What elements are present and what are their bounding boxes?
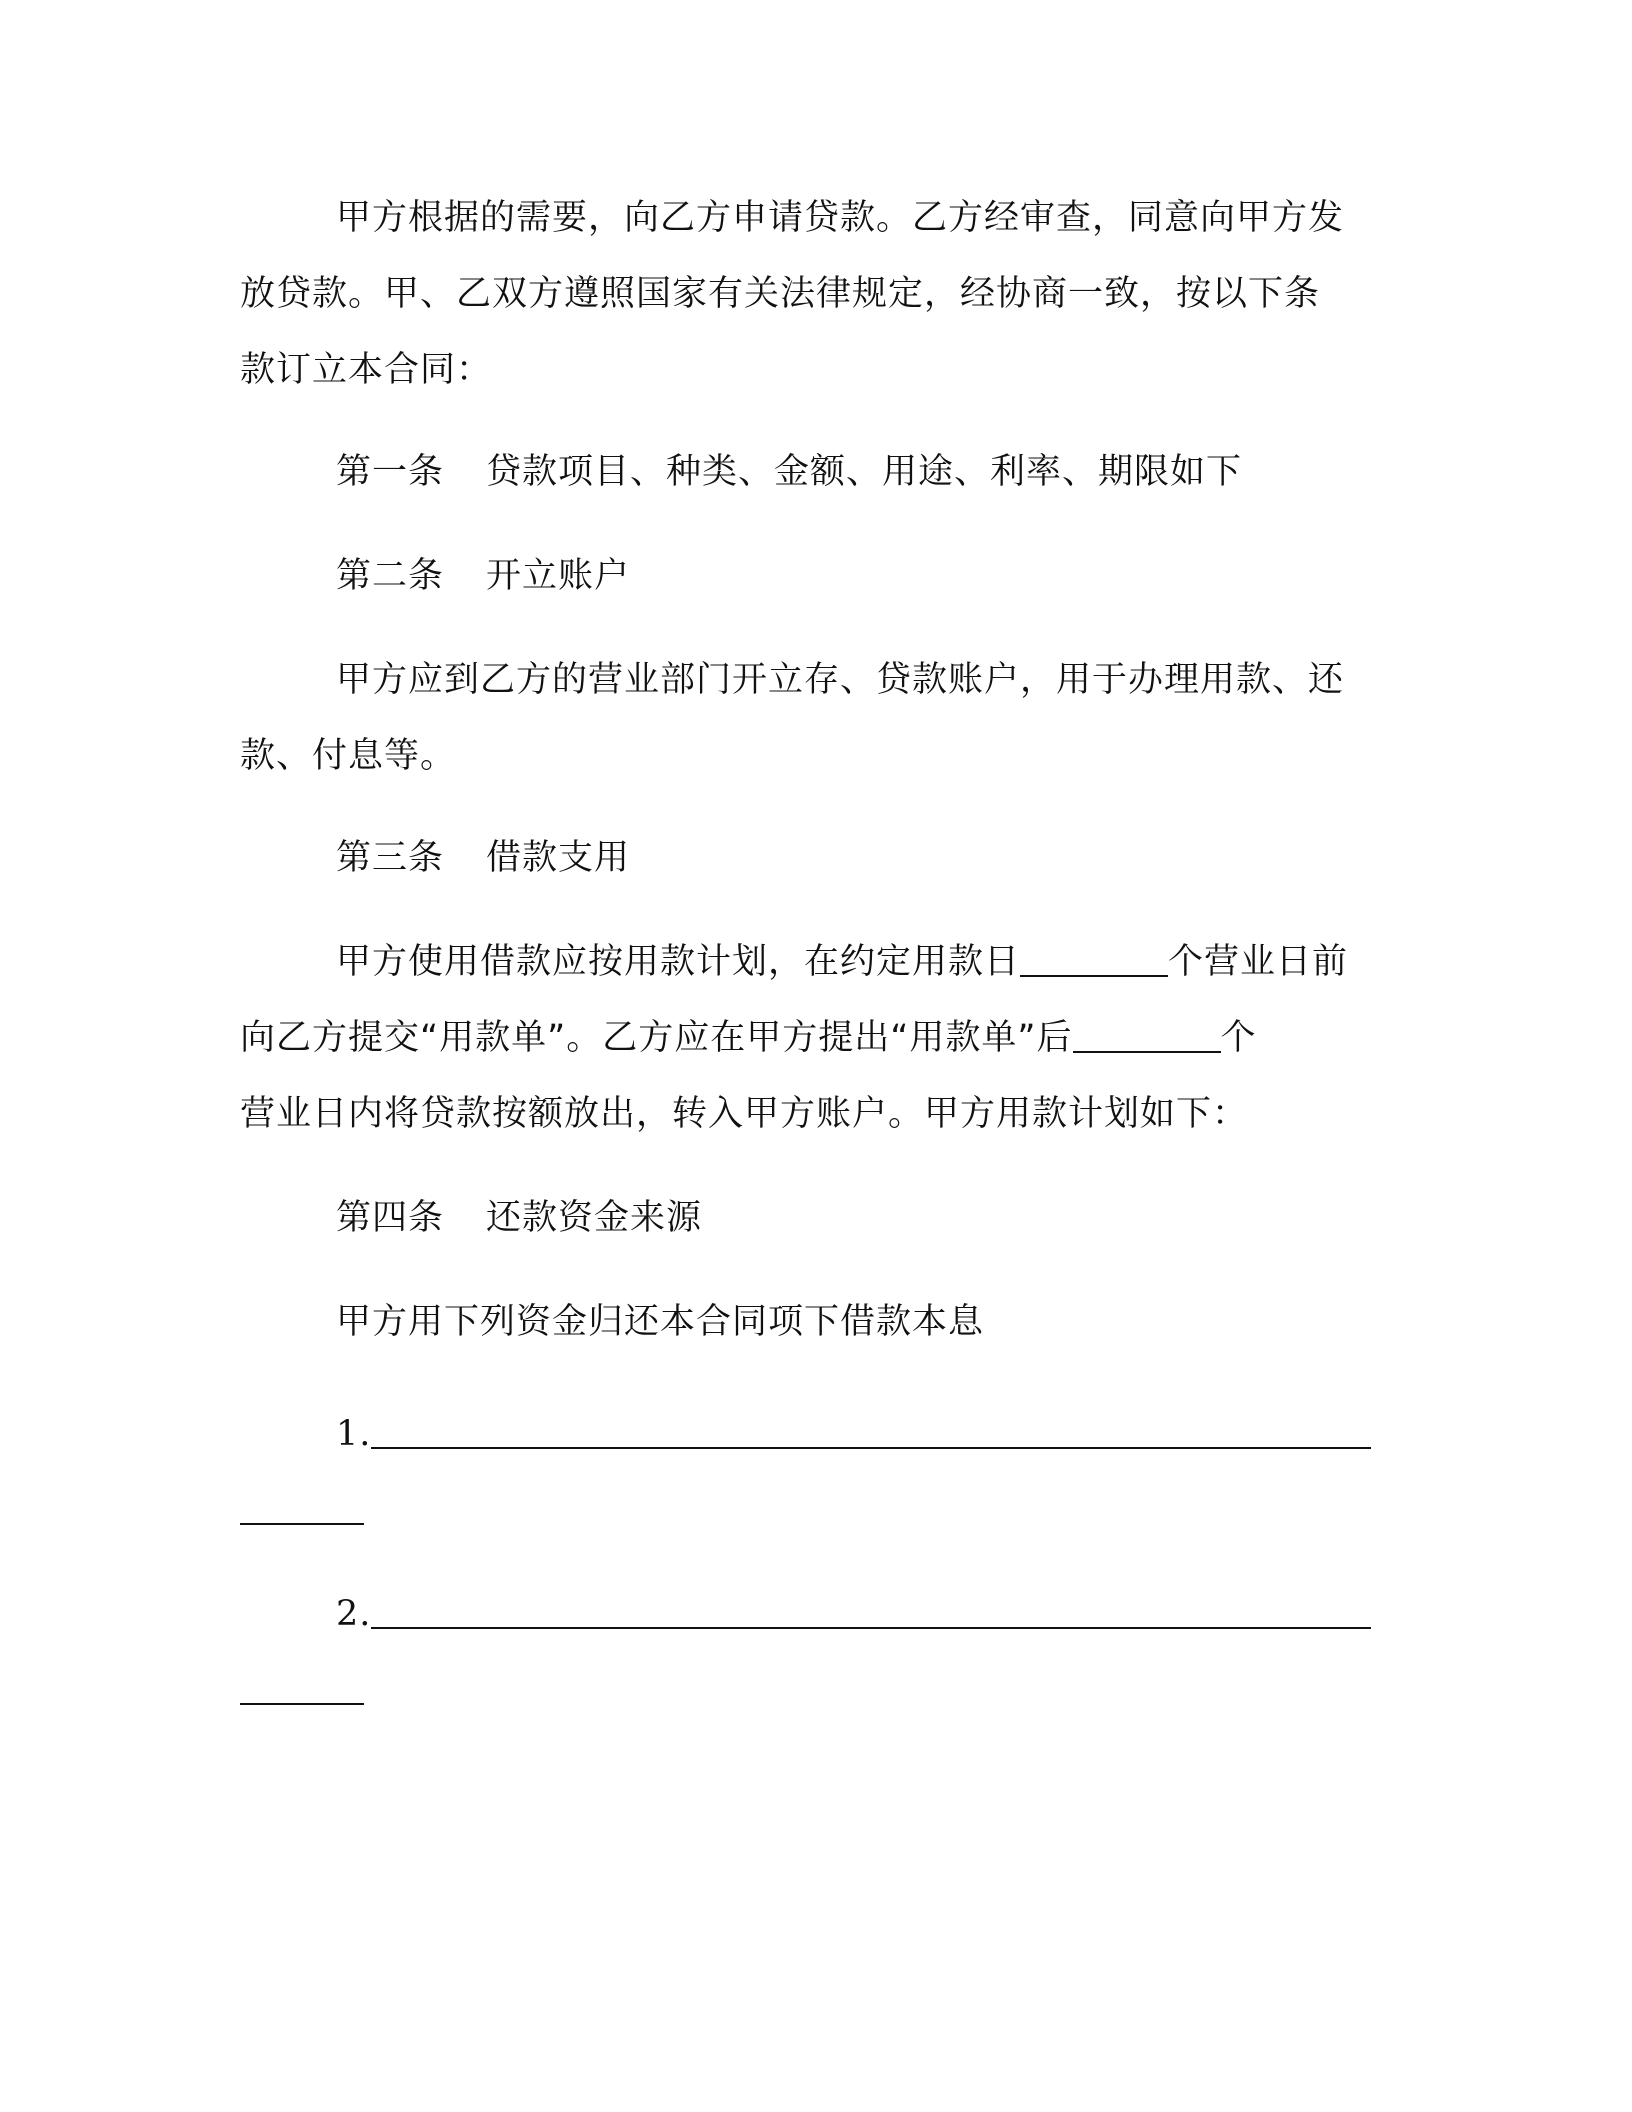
article-3-line-1 — [336, 940, 1348, 984]
article-3-line-1-text-b: 个营业日前 — [1168, 942, 1349, 982]
article-2-body-line-1: 甲方应到乙方的营业部门开立存、贷款账户，用于办理用款、还 — [336, 660, 1345, 700]
article-3-line-1-text-a: 甲方使用借款应按用款计划，在约定用款日 — [336, 942, 1021, 982]
repayment-item-1 — [336, 1412, 1371, 1456]
article-4-number: 第四条 — [336, 1198, 445, 1238]
fill-in-blank-days-before[interactable] — [1020, 945, 1168, 977]
article-2-title: 开立账户 — [486, 556, 631, 596]
article-3-heading — [336, 836, 630, 880]
fill-in-blank-release-days[interactable] — [1073, 1021, 1221, 1053]
repayment-item-1-continuation — [240, 1488, 364, 1532]
article-2-number: 第二条 — [336, 556, 445, 596]
repayment-item-2-continuation — [240, 1668, 364, 1712]
repayment-item-2-blank-continued[interactable] — [240, 1673, 364, 1705]
repayment-item-1-blank-continued[interactable] — [240, 1493, 364, 1525]
article-4-body: 甲方用下列资金归还本合同项下借款本息 — [336, 1302, 985, 1342]
repayment-item-2-label: 2. — [336, 1594, 372, 1634]
repayment-item-2-blank[interactable] — [371, 1597, 1371, 1629]
article-4-title: 还款资金来源 — [486, 1198, 703, 1238]
intro-line-2: 放贷款。甲、乙双方遵照国家有关法律规定，经协商一致，按以下条 — [240, 274, 1321, 314]
article-3-title: 借款支用 — [486, 838, 631, 878]
article-4-heading — [336, 1196, 702, 1240]
article-1-title: 贷款项目、种类、金额、用途、利率、期限如下 — [486, 452, 1243, 492]
repayment-item-1-label: 1. — [336, 1414, 372, 1454]
article-1-number: 第一条 — [336, 452, 445, 492]
article-1-heading — [336, 450, 1242, 494]
repayment-item-2 — [336, 1592, 1371, 1636]
repayment-item-1-blank[interactable] — [371, 1417, 1371, 1449]
article-3-line-3: 营业日内将贷款按额放出，转入甲方账户。甲方用款计划如下： — [240, 1094, 1249, 1134]
article-3-line-2-text-b: 个 — [1220, 1018, 1257, 1058]
intro-line-1: 甲方根据的需要，向乙方申请贷款。乙方经审查，同意向甲方发 — [336, 198, 1345, 238]
article-2-body-line-2: 款、付息等。 — [240, 736, 457, 776]
article-2-heading — [336, 554, 630, 598]
article-3-line-2 — [240, 1016, 1257, 1060]
intro-line-3: 款订立本合同： — [240, 350, 493, 390]
article-3-line-2-text-a: 向乙方提交“用款单”。乙方应在甲方提出“用款单”后 — [240, 1018, 1073, 1058]
article-3-number: 第三条 — [336, 838, 445, 878]
